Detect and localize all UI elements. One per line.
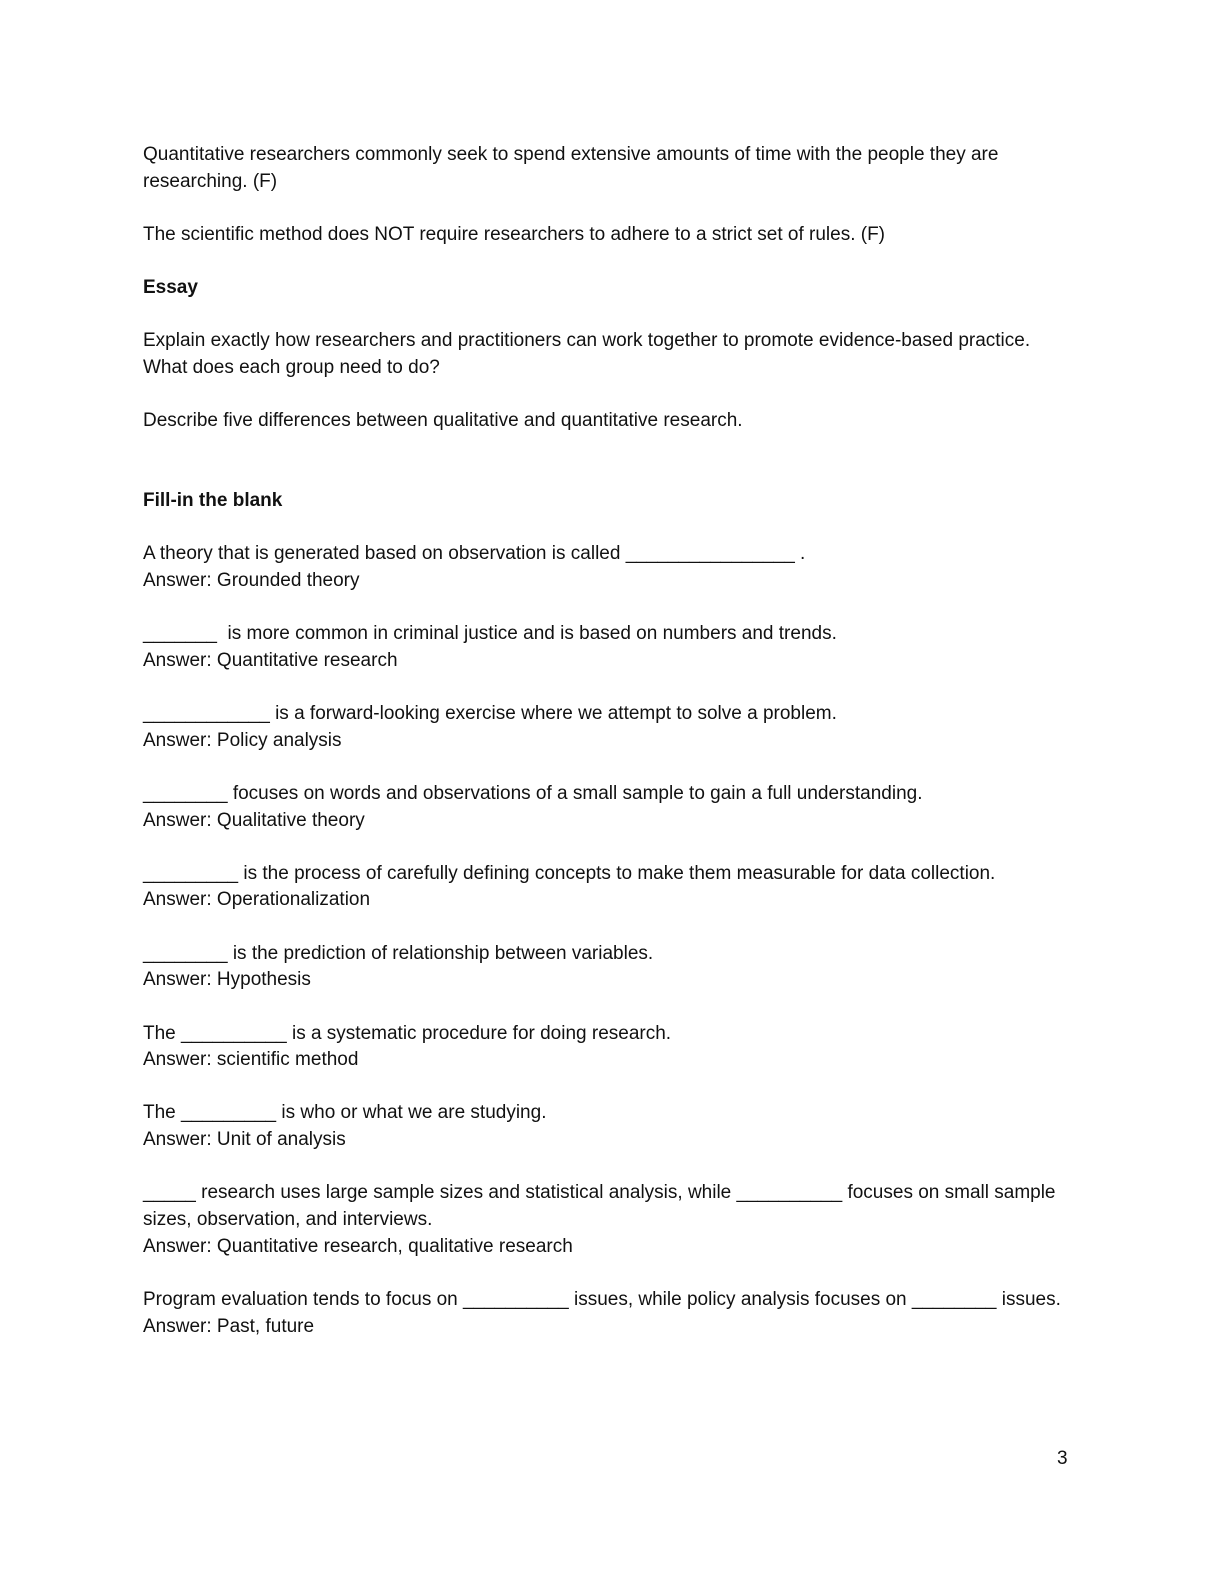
essay-question-1: Explain exactly how researchers and practitioners can work together to promote evidence-based practice. What does each group need to do? [143, 330, 1031, 379]
fill-in-item [143, 1287, 1073, 1340]
fill-in-item [143, 701, 1073, 754]
fill-in-answer: Answer: Grounded theory [143, 569, 360, 591]
fill-in-question: ____________ is a forward-looking exercise where we attempt to solve a problem. [143, 702, 837, 724]
fill-in-question: _____ research uses large sample sizes and statistical analysis, while __________ focuses on small sample sizes, observation, and interviews. [143, 1182, 1061, 1231]
fill-in-item [143, 621, 1073, 674]
fill-in-item [143, 541, 1073, 594]
fill-in-item [143, 1180, 1073, 1260]
true-false-question-2: The scientific method does NOT require researchers to adhere to a strict set of rules. (F) [143, 223, 886, 245]
fill-in-item [143, 1021, 1073, 1074]
fill-in-answer: Answer: Operationalization [143, 889, 371, 911]
essay-question-2: Describe five differences between qualitative and quantitative research. [143, 410, 743, 432]
fill-in-question: ________ is the prediction of relationship between variables. [143, 942, 654, 964]
fill-in-question: The __________ is a systematic procedure for doing research. [143, 1022, 672, 1044]
true-false-question-1: Quantitative researchers commonly seek to spend extensive amounts of time with the people they are researching. (F) [143, 144, 999, 192]
page-content [143, 142, 1073, 1367]
fill-in-answer: Answer: Quantitative research, qualitative research [143, 1235, 573, 1257]
fill-in-item [143, 861, 1073, 914]
essay-heading: Essay [143, 277, 198, 299]
fill-in-question: The _________ is who or what we are studying. [143, 1102, 547, 1124]
fill-in-answer: Answer: scientific method [143, 1049, 359, 1071]
fill-in-answer: Answer: Quantitative research [143, 649, 398, 671]
fill-in-question: _________ is the process of carefully defining concepts to make them measurable for data collection. [143, 862, 996, 884]
fill-in-item [143, 941, 1073, 994]
fill-in-answer: Answer: Qualitative theory [143, 809, 365, 831]
fill-in-answer: Answer: Past, future [143, 1315, 315, 1337]
fill-in-question: A theory that is generated based on observation is called ________________ . [143, 543, 806, 565]
fill-in-item [143, 1100, 1073, 1153]
fill-in-question: Program evaluation tends to focus on __________ issues, while policy analysis focuses on ________ issues. [143, 1288, 1061, 1310]
fill-in-answer: Answer: Policy analysis [143, 729, 342, 751]
page-number: 3 [1057, 1448, 1068, 1469]
fill-in-item [143, 781, 1073, 834]
fill-in-answer: Answer: Unit of analysis [143, 1129, 346, 1151]
fill-in-question: ________ focuses on words and observations of a small sample to gain a full understanding. [143, 782, 923, 804]
fill-in-answer: Answer: Hypothesis [143, 969, 311, 991]
fill-in-heading: Fill-in the blank [143, 489, 283, 511]
fill-in-question: _______ is more common in criminal justice and is based on numbers and trends. [143, 623, 837, 645]
